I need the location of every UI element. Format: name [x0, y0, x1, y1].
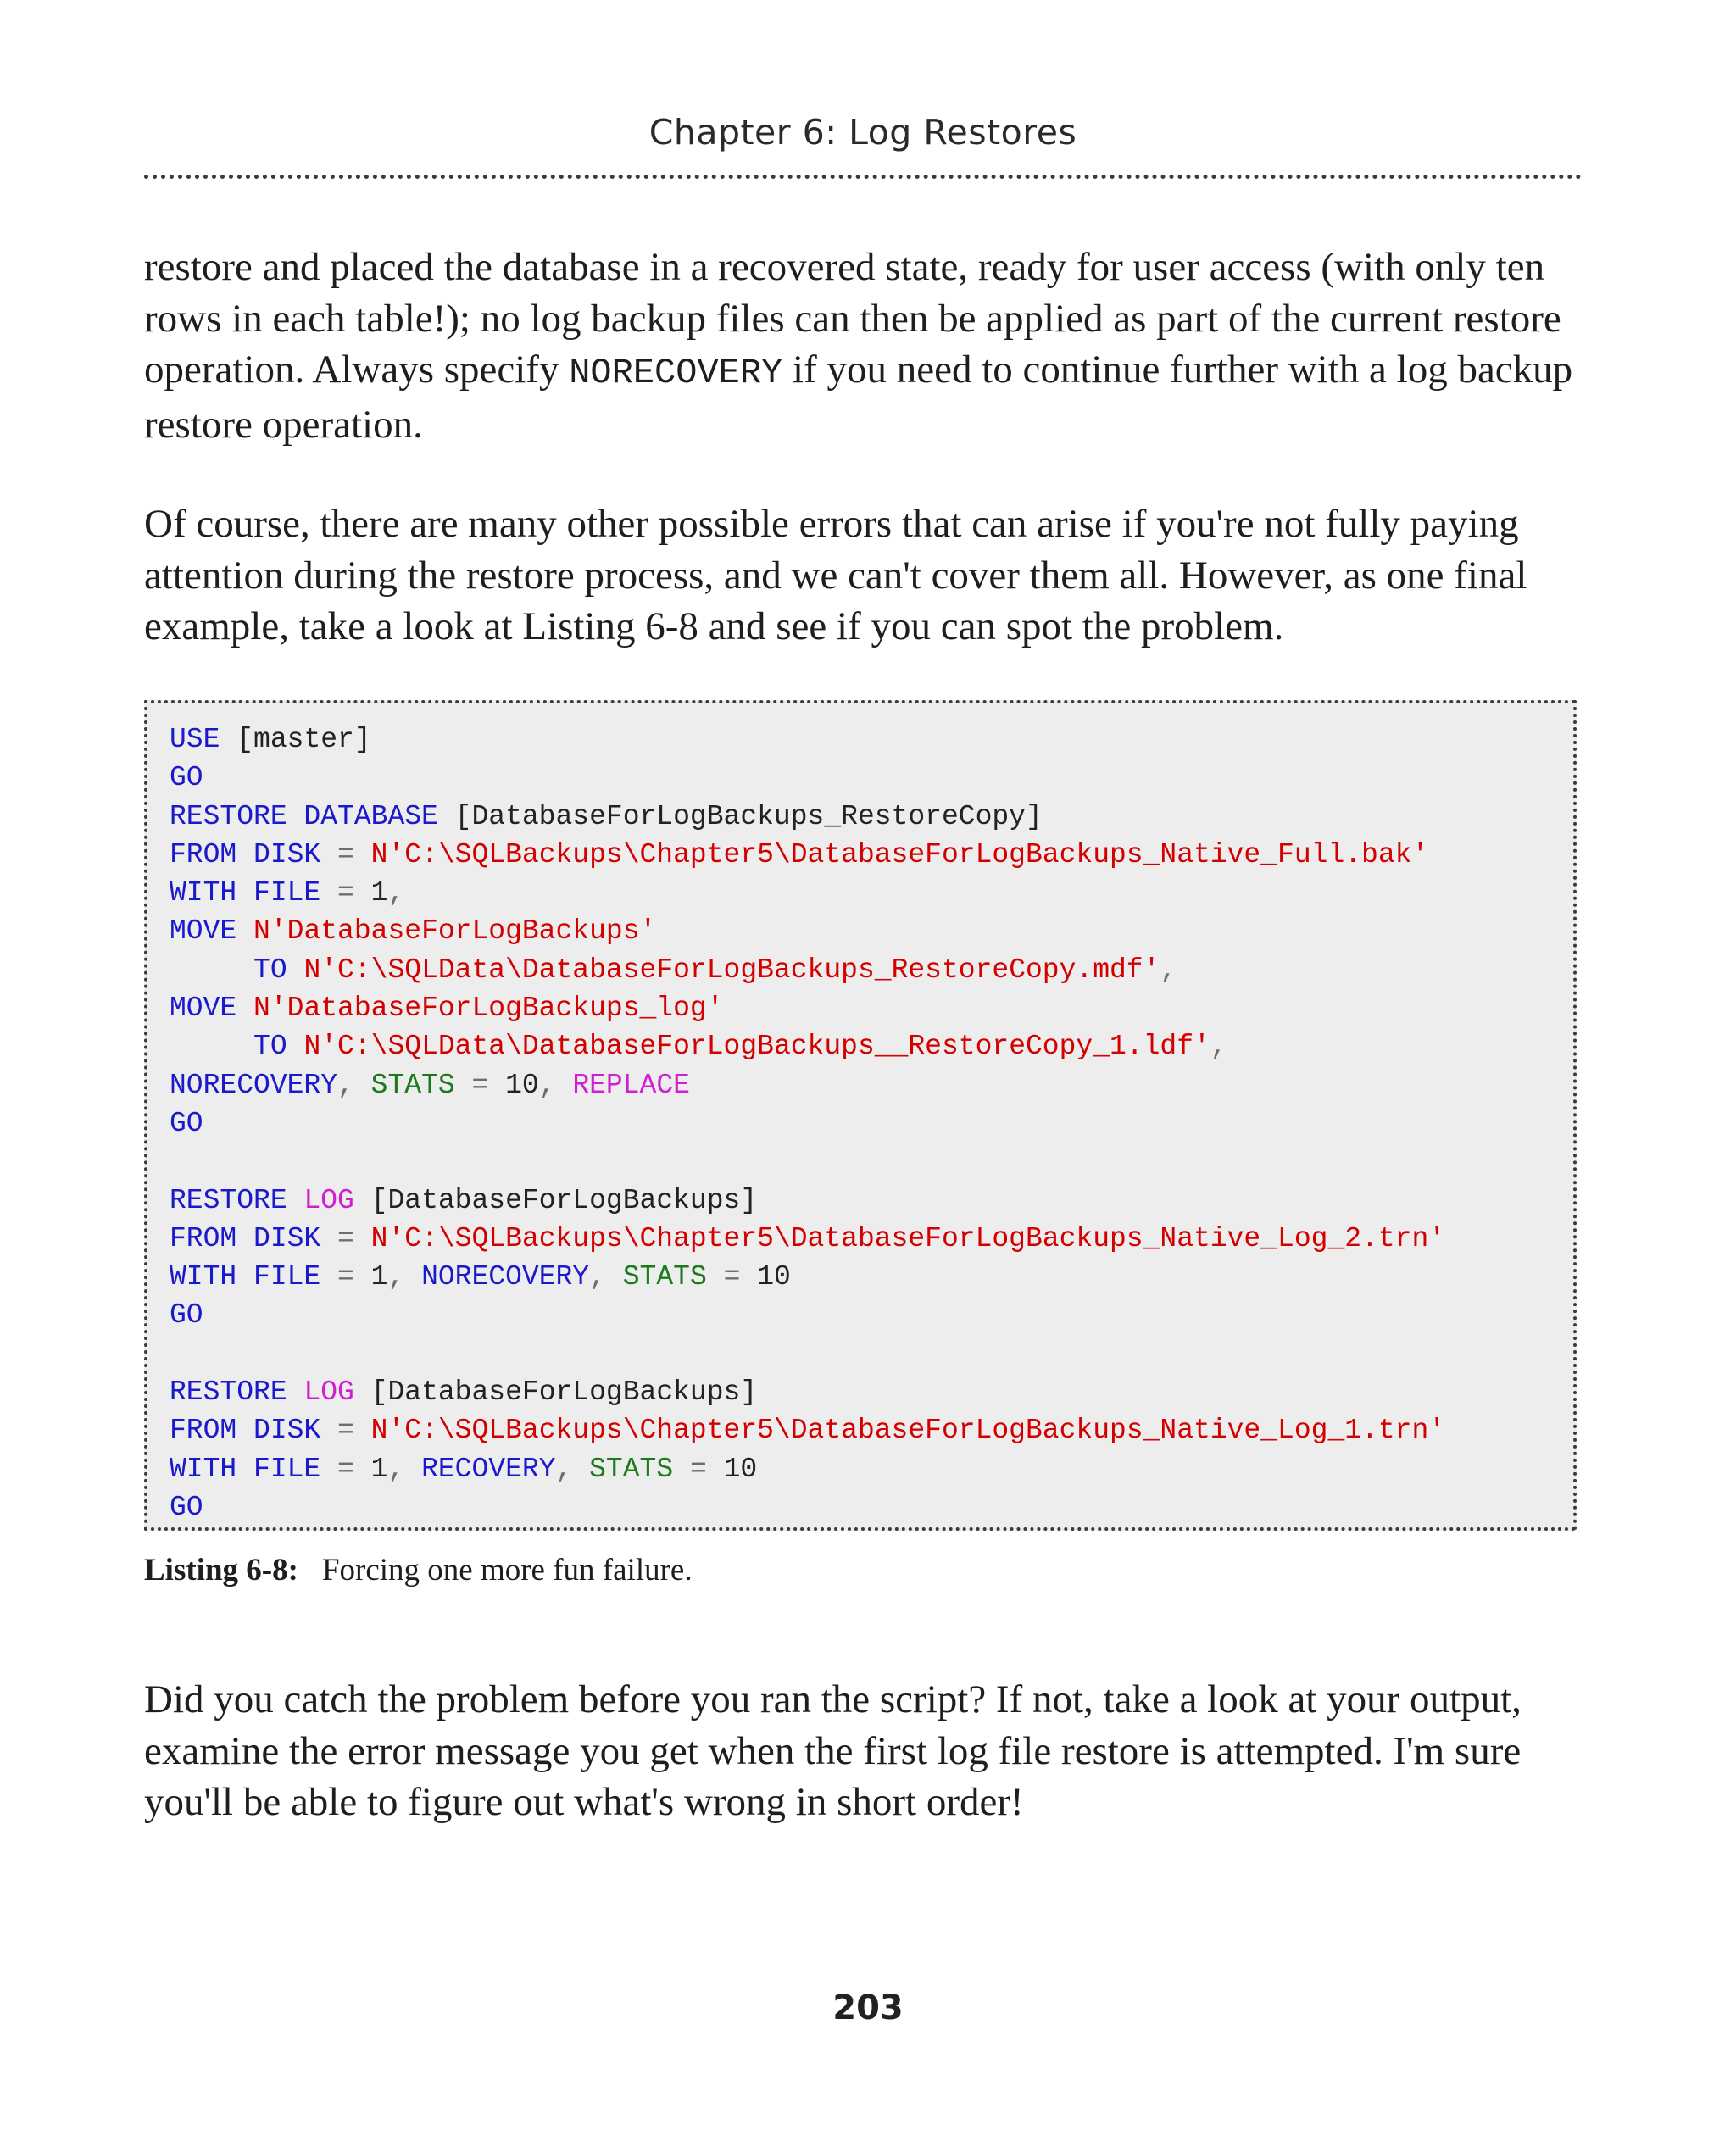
code-token — [287, 1031, 304, 1062]
code-token: N'C:\SQLBackups\Chapter5\DatabaseForLogBackups_Native_Log_1.trn' — [370, 1415, 1446, 1447]
code-line — [170, 1220, 1445, 1258]
code-token: NORECOVERY — [421, 1261, 590, 1293]
code-token: RECOVERY — [421, 1453, 556, 1485]
code-token: , — [1210, 1031, 1227, 1063]
code-token: N'C:\SQLBackups\Chapter5\DatabaseForLogBackups_Native_Log_2.trn' — [370, 1222, 1446, 1254]
code-token: 10 — [723, 1453, 758, 1485]
code-token: = — [320, 877, 371, 909]
code-token — [287, 954, 304, 986]
code-line — [170, 1182, 1445, 1220]
code-line — [170, 989, 1445, 1027]
code-token: = — [320, 1415, 371, 1447]
code-token: MOVE — [170, 993, 237, 1025]
code-token: MOVE — [170, 915, 237, 948]
page-number: 203 — [832, 1988, 904, 2027]
para1-text-before: restore and placed the database in a recovered state, ready for user access (with only ten rows in each table!); no log backup files can then be applied as part of the current restore operation. Always specify — [144, 245, 1561, 392]
code-token: WITH FILE — [170, 1261, 321, 1293]
code-token: , — [555, 1453, 590, 1485]
code-token: [DatabaseForLogBackups] — [353, 1376, 758, 1409]
code-token: N'DatabaseForLogBackups_log' — [253, 993, 724, 1025]
code-token: , — [387, 877, 405, 909]
code-token — [287, 1376, 304, 1408]
running-head: Chapter 6: Log Restores — [648, 112, 1077, 153]
code-token: N'C:\SQLData\DatabaseForLogBackups_RestoreCopy.mdf' — [303, 954, 1160, 986]
code-token: , — [538, 1069, 573, 1101]
code-token — [236, 993, 253, 1024]
code-token: FROM DISK — [170, 1222, 321, 1254]
code-token: WITH FILE — [170, 877, 321, 909]
code-token: STATS — [622, 1261, 707, 1293]
code-token: N'C:\SQLBackups\Chapter5\DatabaseForLogBackups_Native_Full.bak' — [370, 838, 1429, 870]
code-token — [170, 1031, 253, 1062]
code-token: GO — [170, 762, 203, 794]
listing-caption-label: Listing 6-8: — [144, 1553, 298, 1588]
code-token: N'C:\SQLData\DatabaseForLogBackups__RestoreCopy_1.ldf' — [303, 1031, 1210, 1063]
code-line — [170, 1488, 1445, 1527]
code-token: = — [320, 1453, 371, 1485]
code-token: LOG — [303, 1376, 354, 1409]
code-token: [DatabaseForLogBackups] — [353, 1184, 758, 1216]
code-line — [170, 1027, 1445, 1065]
code-line — [170, 1066, 1445, 1104]
code-token: = — [320, 1222, 371, 1254]
code-token: 1 — [370, 1261, 388, 1293]
code-token: 1 — [370, 1453, 388, 1485]
code-token: 10 — [757, 1261, 791, 1293]
listing-caption — [144, 1552, 693, 1588]
code-token: [DatabaseForLogBackups_RestoreCopy] — [437, 800, 1043, 832]
code-line — [170, 912, 1445, 950]
code-line — [170, 1104, 1445, 1143]
inline-code-norecovery: NORECOVERY — [569, 353, 783, 393]
code-token: 10 — [505, 1069, 539, 1101]
code-token: FROM DISK — [170, 1415, 321, 1447]
code-token — [170, 954, 253, 986]
code-token — [236, 915, 253, 947]
code-token: GO — [170, 1299, 203, 1332]
body-paragraph-3: Did you catch the problem before you ran the script? If not, take a look at your output, examine the error message you get when the first log file restore is attempted. I'm sure you'll be able to figure out what's wrong in short order! — [144, 1677, 1522, 1824]
code-line — [170, 720, 1445, 759]
code-token: 1 — [370, 877, 388, 909]
code-token: = — [454, 1069, 506, 1101]
code-token: TO — [253, 1031, 287, 1063]
code-token: = — [706, 1261, 758, 1293]
para1-text-after: if you need to continue further with a log backup restore operation. — [144, 348, 1573, 447]
code-token: RESTORE DATABASE — [170, 800, 438, 832]
code-line — [170, 951, 1445, 989]
code-line — [170, 874, 1445, 912]
code-listing-box — [144, 700, 1577, 1531]
code-line — [170, 1296, 1445, 1334]
code-line — [170, 836, 1445, 874]
code-token: , — [387, 1453, 422, 1485]
listing-caption-text: Forcing one more fun failure. — [321, 1553, 693, 1588]
code-token: , — [387, 1261, 422, 1293]
code-token: LOG — [303, 1184, 354, 1216]
code-token: = — [320, 1261, 371, 1293]
code-token: , — [1160, 954, 1177, 986]
code-token — [287, 1185, 304, 1216]
code-token: WITH FILE — [170, 1453, 321, 1485]
code-token: REPLACE — [572, 1069, 690, 1101]
code-token: STATS — [589, 1453, 674, 1485]
code-token: FROM DISK — [170, 838, 321, 870]
code-token: = — [320, 838, 371, 870]
code-line — [170, 1258, 1445, 1296]
code-token: RESTORE — [170, 1376, 287, 1409]
code-line — [170, 798, 1445, 836]
code-token: GO — [170, 1491, 203, 1523]
header-dotted-rule — [144, 175, 1582, 179]
code-line — [170, 1143, 1445, 1181]
code-token: = — [673, 1453, 724, 1485]
code-token: TO — [253, 954, 287, 986]
body-paragraph-1 — [144, 242, 1589, 450]
code-line — [170, 759, 1445, 797]
code-line — [170, 1373, 1445, 1411]
code-token: , — [337, 1069, 371, 1101]
code-line — [170, 1335, 1445, 1373]
code-token: N'DatabaseForLogBackups' — [253, 915, 657, 948]
code-listing — [170, 720, 1445, 1527]
code-token: [master] — [220, 724, 371, 755]
body-paragraph-2: Of course, there are many other possible errors that can arise if you're not fully paying attention during the restore process, and we can't cover them all. However, as one final example, take a look at Listing 6-8 and see if you can spot the problem. — [144, 502, 1527, 648]
code-line — [170, 1411, 1445, 1449]
code-token: STATS — [370, 1069, 455, 1101]
code-token: NORECOVERY — [170, 1069, 338, 1101]
code-token: USE — [170, 724, 220, 755]
code-line — [170, 1450, 1445, 1488]
code-token: RESTORE — [170, 1184, 287, 1216]
code-token: GO — [170, 1107, 203, 1139]
code-token: , — [589, 1261, 623, 1293]
